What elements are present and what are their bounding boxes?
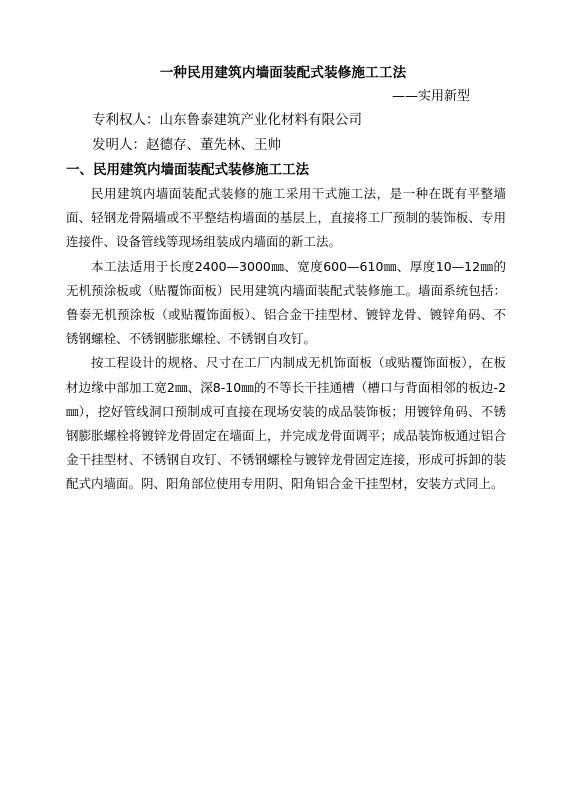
inventors-line: 发明人：赵德存、董先林、王帅 <box>92 137 281 153</box>
paragraph-procedure: 按工程设计的规格、尺寸在工厂内制成无机饰面板（或贴覆饰面板），在板材边缘中部加工宽2㎜、深8-10㎜的不等长干挂通槽（槽口与背面相邻的板边-2㎜），挖好管线洞口预制成可直接在现场安装的成品装饰板；用镀锌角码、不锈钢膨胀螺栓将镀锌龙骨固定在墙面上，并完成龙骨面调平；成品装饰板通过铝合金干挂型材、不锈钢自攻钉、不锈钢螺栓与镀锌龙骨固定连接，形成可拆卸的装配式内墙面。阴、阳角部位使用专用阴、阳角铝合金干挂型材，安装方式同上。 <box>66 355 506 492</box>
section-heading: 一、民用建筑内墙面装配式装修施工工法 <box>66 162 309 178</box>
patentee-line: 专利权人：山东鲁泰建筑产业化材料有限公司 <box>92 112 362 128</box>
document-title: 一种民用建筑内墙面装配式装修施工工法 <box>159 65 407 81</box>
paragraph-scope-and-system: 本工法适用于长度2400—3000㎜、宽度600—610㎜、厚度10—12㎜的无机预涂板或（贴覆饰面板）民用建筑内墙面装配式装修施工。墙面系统包括：鲁泰无机预涂板（或贴覆饰面板）、铝合金干挂型材、镀锌龙骨、镀锌角码、不锈钢螺栓、不锈钢膨胀螺栓、不锈钢自攻钉。 <box>66 258 506 347</box>
paragraph-method-overview: 民用建筑内墙面装配式装修的施工采用干式施工法，是一种在既有平整墙面、轻钢龙骨隔墙或不平整结构墙面的基层上，直接将工厂预制的装饰板、专用连接件、设备管线等现场组装成内墙面的新工法。 <box>66 186 506 250</box>
document-subtitle: ——实用新型 <box>392 89 471 104</box>
document-body <box>66 182 506 497</box>
